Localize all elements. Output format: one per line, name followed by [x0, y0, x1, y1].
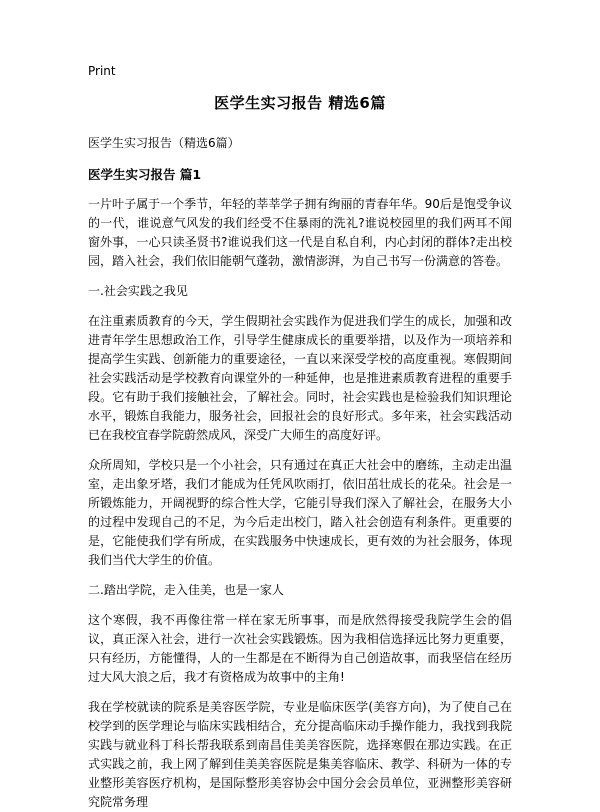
section-heading-2: 二.踏出学院，走入佳美，也是一家人 — [88, 583, 284, 597]
paragraph-intro: 一片叶子属于一个季节，年轻的莘莘学子拥有绚丽的青春年华。90后是饱受争议的一代，谁说意气风发的我们经受不住暴雨的洗礼?谁说校园里的我们两耳不闻窗外事，一心只读圣贤书?谁说我们这一代是自私自利，内心封闭的群体?走出校园，踏入社会，我们依旧能朝气蓬勃，激情澎湃，为自己书写一份满意的答卷。 — [88, 197, 512, 268]
paragraph-section1-a: 在注重素质教育的今天，学生假期社会实践作为促进我们学生的成长，加强和改进青年学生思想政治工作，引导学生健康成长的重要举措，以及作为一项培养和提高学生实践、创新能力的重要途径，一直以来深受学校的高度重视。寒假期间社会实践活动是学校教育向课堂外的一种延伸，也是推进素质教育进程的重要手段。它有助于我们接触社会，了解社会。同时，社会实践也是检验我们知识理论水平，锻炼自我能力，服务社会，回报社会的良好形式。多年来，社会实践活动已在我校宜春学院蔚然成风，深受广大师生的高度好评。 — [88, 314, 512, 442]
section-heading-1: 一.社会实践之我见 — [88, 284, 188, 298]
paragraph-section2-a: 这个寒假，我不再像往常一样在家无所事事，而是欣然得接受我院学生会的倡议，真正深入社会，进行一次社会实践锻炼。因为我相信选择远比努力更重要，只有经历，方能懂得，人的一生都是在不断得为自己创造故事，而我坚信在经历过大风大浪之后，我才有资格成为故事中的主角! — [88, 613, 512, 684]
paragraph-section1-b: 众所周知，学校只是一个小社会，只有通过在真正大社会中的磨练，主动走出温室，走出象牙塔，我们才能成为任凭风吹雨打，依旧茁壮成长的花朵。社会是一所锻炼能力，开阔视野的综合性大学，它能引导我们深入了解社会，在服务大小的过程中发现自己的不足，为今后走出校门，踏入社会创造有利条件。更重要的是，它能使我们学有所成，在实践服务中快速成长，更有效的为社会服务，体现我们当代大学生的价值。 — [88, 458, 512, 567]
chapter-heading: 医学生实习报告 篇1 — [88, 167, 202, 182]
subtitle: 医学生实习报告（精选6篇） — [88, 136, 240, 150]
page-title: 医学生实习报告 精选6篇 — [214, 94, 386, 112]
paragraph-section2-b: 我在学校就读的院系是美容医学院，专业是临床医学(美容方向)，为了使自己在校学到的医学理论与临床实践相结合，充分提高临床动手操作能力，我找到我院实践与就业科丁科长帮我联系到南昌佳美美容医院，选择寒假在那边实践。在正式实践之前，我上网了解到佳美美容医院是集美容临床、教学、科研为一体的专业整形美容医疗机构，是国际整形美容协会中国分会会员单位，亚洲整形美容研究院常务理 — [88, 700, 512, 809]
print-button[interactable]: Print — [88, 64, 116, 78]
